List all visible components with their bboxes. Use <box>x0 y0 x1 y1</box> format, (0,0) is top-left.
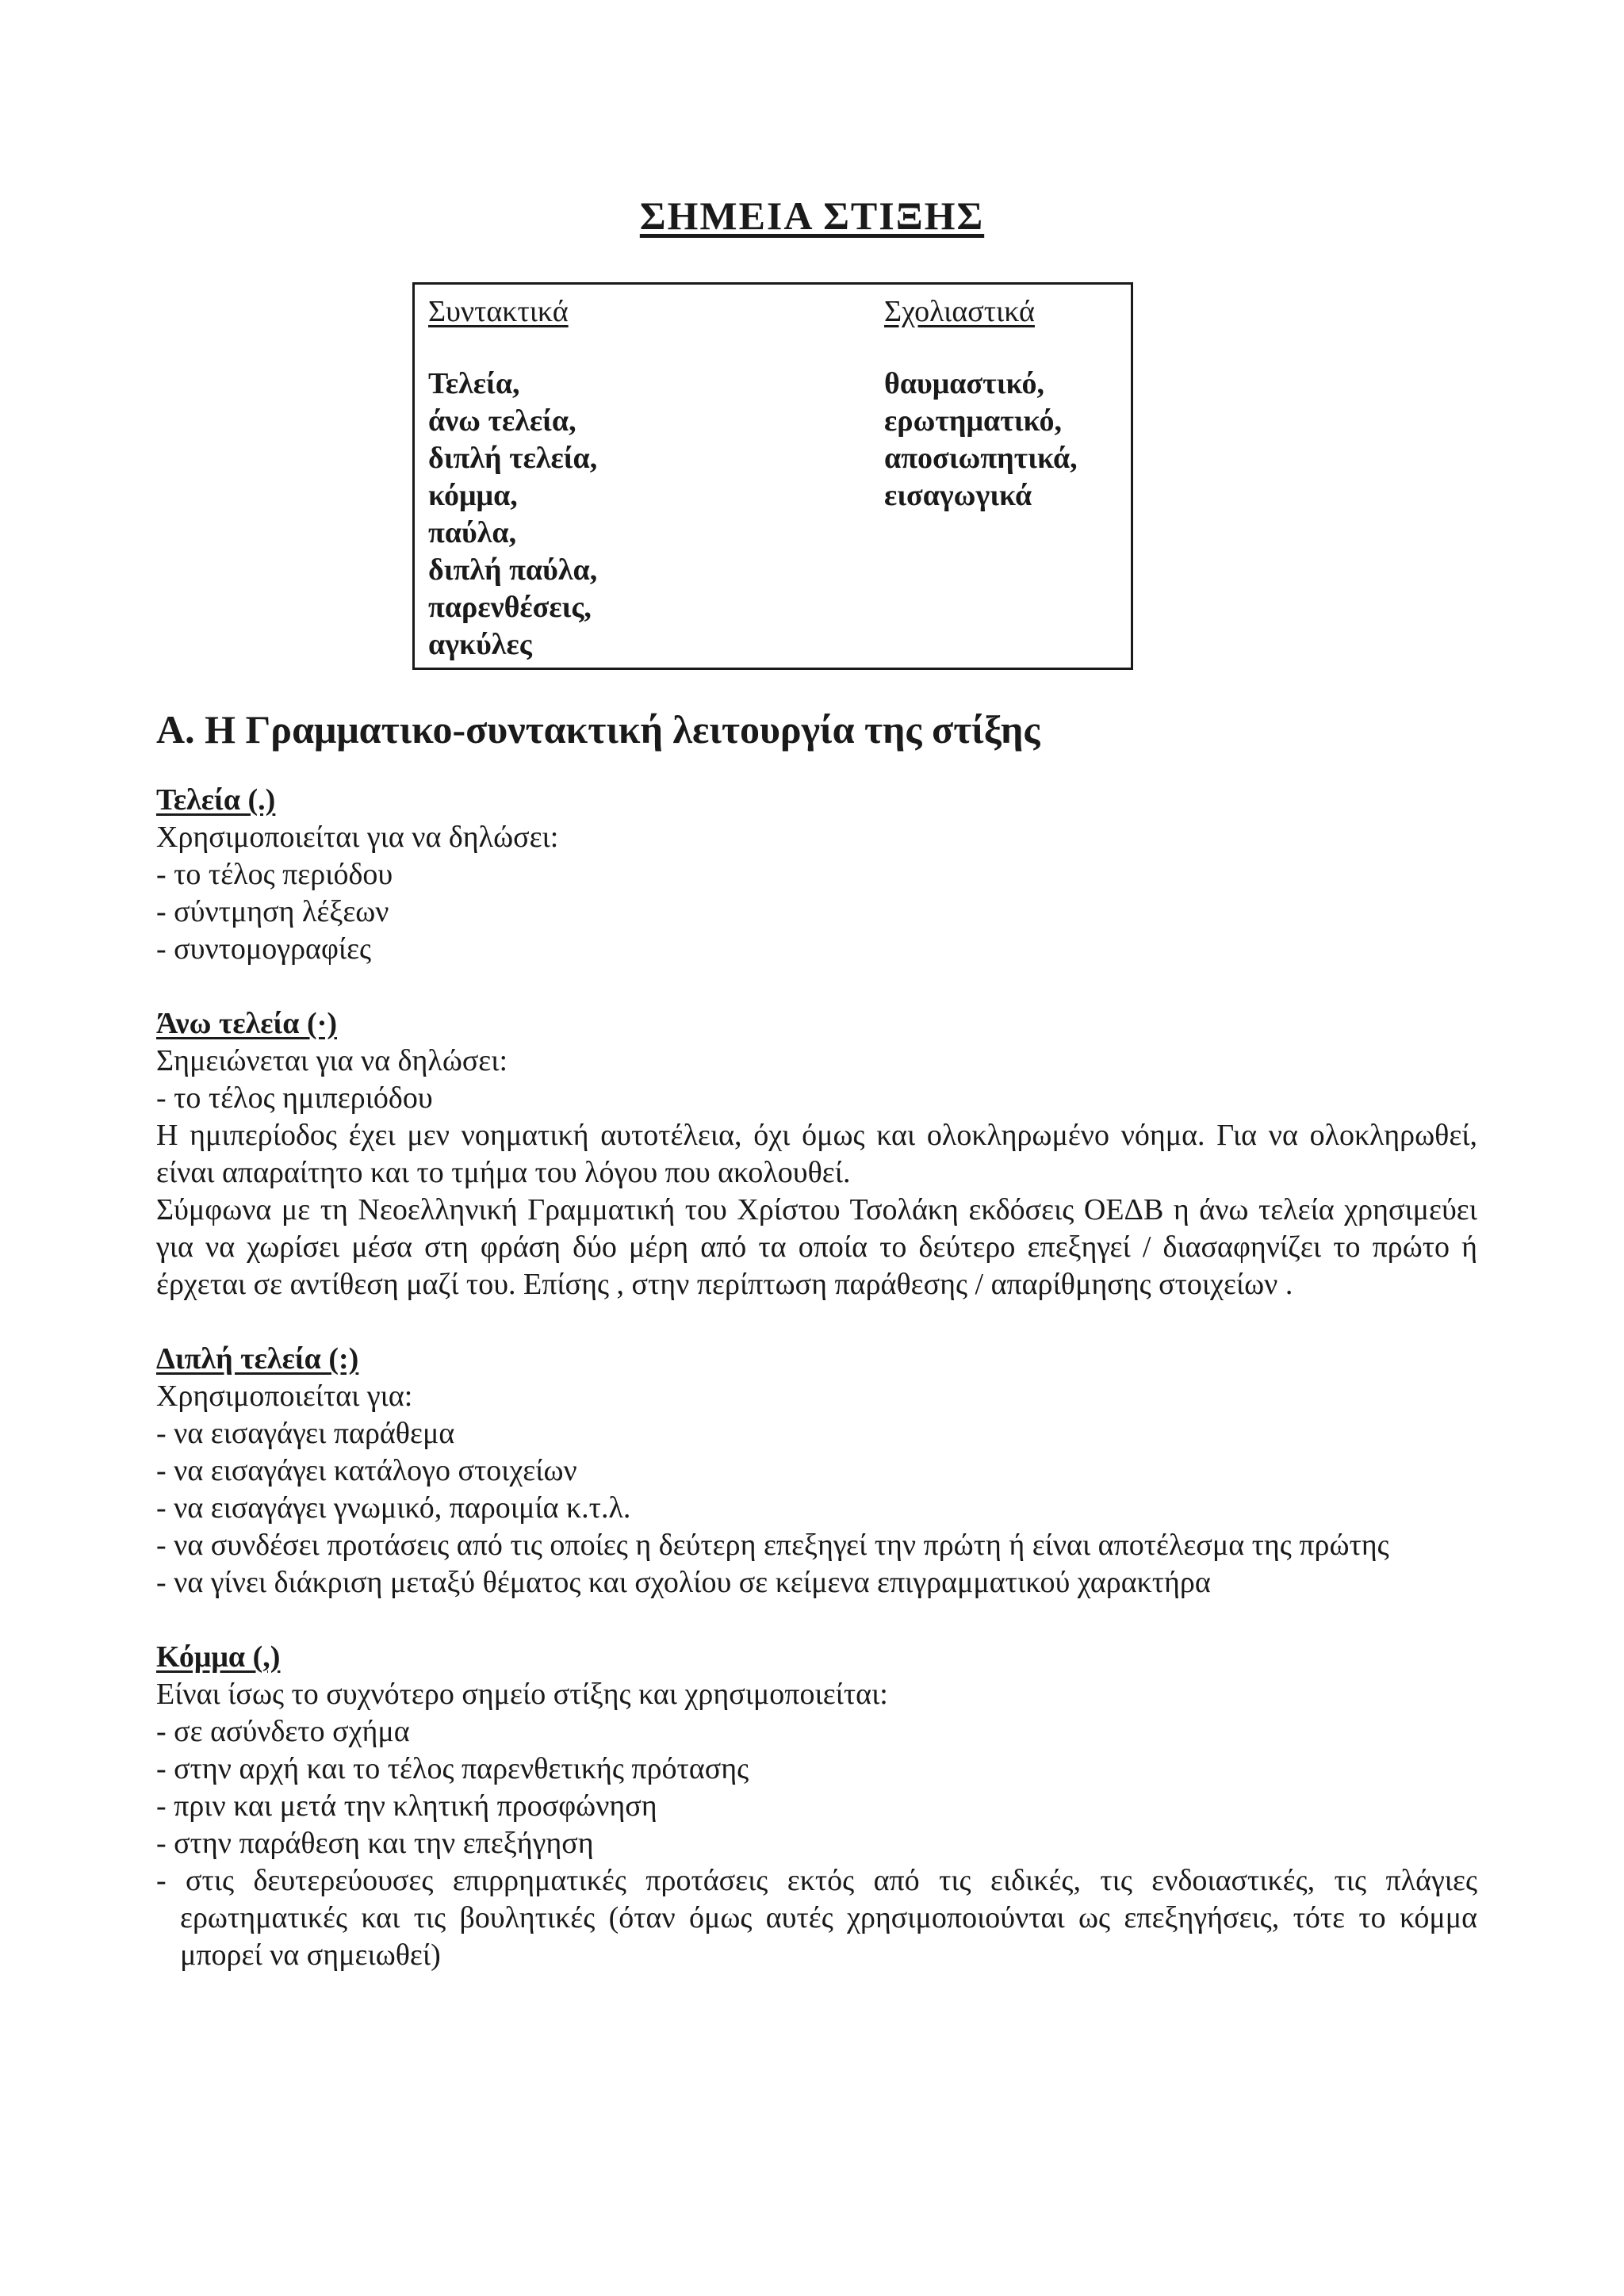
syntactic-list <box>428 365 597 664</box>
list-item: - στην παράθεση και την επεξήγηση <box>156 1827 594 1860</box>
commentary-item: θαυμαστικό, <box>884 367 1044 400</box>
list-item: - να συνδέσει προτάσεις από τις οποίες η δεύτερη επεξηγεί την πρώτη ή είναι αποτέλεσμα της πρώτης <box>156 1529 1389 1562</box>
list-item: - να γίνει διάκριση μεταξύ θέματος και σχολίου σε κείμενα επιγραμματικού χαρακτήρα <box>156 1566 1211 1599</box>
komma-section <box>156 1639 1477 1974</box>
list-item: - να εισαγάγει κατάλογο στοιχείων <box>156 1454 577 1487</box>
syntactic-item: αγκύλες <box>428 628 532 661</box>
syntactic-item: διπλή τελεία, <box>428 442 598 475</box>
syntactic-item: κόμμα, <box>428 479 518 512</box>
ano-teleia-paragraph: Σύμφωνα με τη Νεοελληνική Γραμματική του Χρίστου Τσολάκη εκδόσεις ΟΕΔΒ η άνω τελεία χρησιμεύει για να χωρίσει μέσα στη φράση δύο μέρη από τα οποία το δεύτερο επεξηγεί / διασαφηνίζει το πρώτο ή έρχεται σε αντίθεση μαζί του. Επίσης , στην περίπτωση παράθεσης / απαρίθμησης στοιχείων . <box>156 1193 1477 1301</box>
commentary-item: ερωτηματικό, <box>884 404 1062 438</box>
list-item: - το τέλος περιόδου <box>156 858 393 891</box>
commentary-heading: Σχολιαστικά <box>884 295 1035 328</box>
dipli-teleia-section <box>156 1341 1477 1601</box>
commentary-item: εισαγωγικά <box>884 479 1032 512</box>
syntactic-item: άνω τελεία, <box>428 404 576 438</box>
syntactic-item: Τελεία, <box>428 367 520 400</box>
list-item: - σε ασύνδετο σχήμα <box>156 1715 410 1748</box>
komma-heading: Κόμμα (,) <box>156 1640 281 1674</box>
list-item: - πριν και μετά την κλητική προσφώνηση <box>156 1789 657 1823</box>
syntactic-item: παρενθέσεις, <box>428 591 592 624</box>
dipli-teleia-heading: Διπλή τελεία (:) <box>156 1342 359 1376</box>
commentary-item: αποσιωπητικά, <box>884 442 1078 475</box>
syntactic-item: παύλα, <box>428 516 517 549</box>
teleia-heading: Τελεία (.) <box>156 783 276 817</box>
teleia-section <box>156 782 1477 968</box>
list-item: - το τέλος ημιπεριόδου <box>156 1081 433 1115</box>
document-body <box>156 706 1477 2011</box>
syntactic-item: διπλή παύλα, <box>428 553 598 587</box>
commentary-list <box>884 365 1078 515</box>
list-item: - συντομογραφίες <box>156 932 372 966</box>
list-item: - να εισαγάγει γνωμικό, παροιμία κ.τ.λ. <box>156 1491 631 1525</box>
dipli-teleia-intro: Χρησιμοποιείται για: <box>156 1380 413 1413</box>
ano-teleia-heading: Άνω τελεία (·) <box>156 1007 337 1040</box>
ano-teleia-section <box>156 1005 1477 1303</box>
komma-intro: Είναι ίσως το συχνότερο σημείο στίξης και χρησιμοποιείται: <box>156 1678 888 1711</box>
ano-teleia-paragraph: Η ημιπερίοδος έχει μεν νοηματική αυτοτέλεια, όχι όμως και ολοκληρωμένο νόημα. Για να ολοκληρωθεί, είναι απαραίτητο και το τμήμα του λόγου που ακολουθεί. <box>156 1119 1477 1189</box>
page-title: ΣΗΜΕΙΑ ΣΤΙΞΗΣ <box>639 193 985 238</box>
teleia-intro: Χρησιμοποιείται για να δηλώσει: <box>156 821 559 854</box>
list-item: - σύντμηση λέξεων <box>156 895 389 928</box>
section-a-heading: Α. Η Γραμματικο-συντακτική λειτουργία της στίξης <box>156 707 1040 752</box>
list-item: - στην αρχή και το τέλος παρενθετικής πρότασης <box>156 1752 749 1785</box>
punctuation-classification-box <box>412 282 1133 670</box>
list-item: - στις δευτερεύουσες επιρρηματικές προτάσεις εκτός από τις ειδικές, τις ενδοιαστικές, τις πλάγιες ερωτηματικές και τις βουλητικές (όταν όμως αυτές χρησιμοποιούνται ως επεξηγήσεις, τότε το κόμμα μπορεί να σημειωθεί) <box>156 1864 1477 1972</box>
list-item: - να εισαγάγει παράθεμα <box>156 1417 455 1450</box>
ano-teleia-intro: Σημειώνεται για να δηλώσει: <box>156 1044 508 1077</box>
syntactic-heading: Συντακτικά <box>428 295 569 328</box>
